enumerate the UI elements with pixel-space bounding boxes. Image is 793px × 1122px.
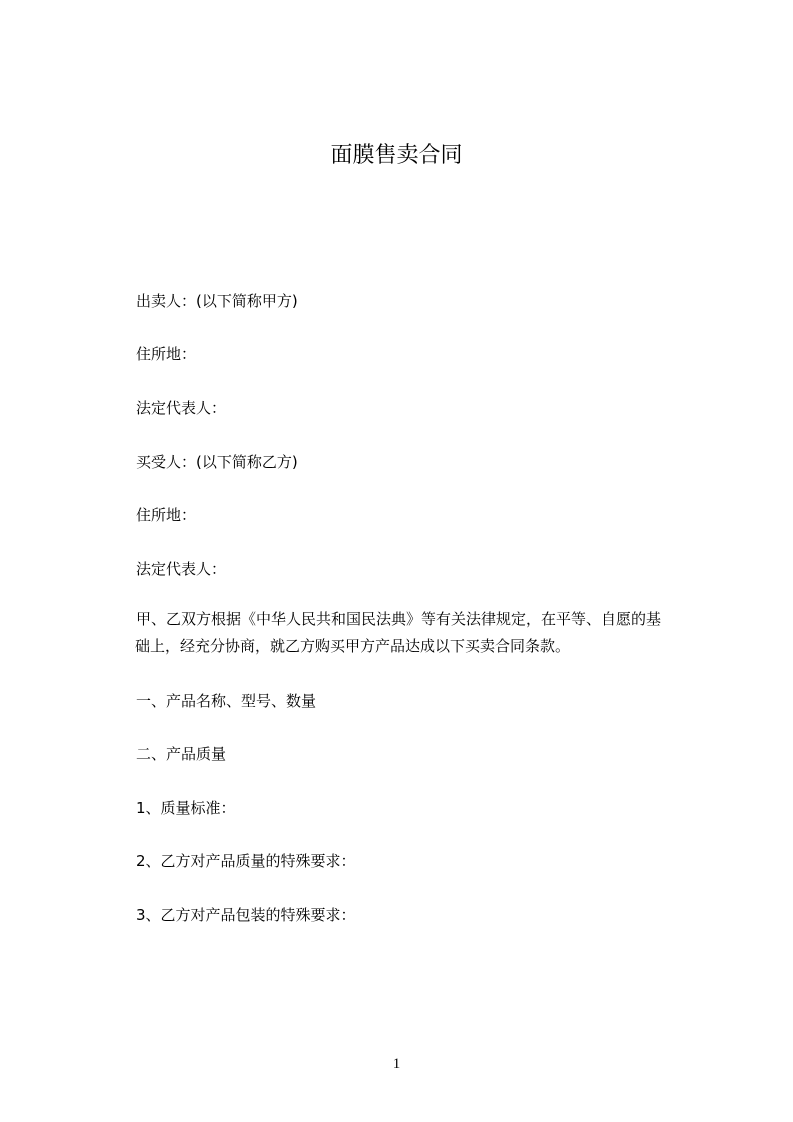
document-title: 面膜售卖合同 [330,143,463,168]
seller-representative-line: 法定代表人： [136,399,227,417]
clause-quality-requirements: 2、乙方对产品质量的特殊要求： [136,852,356,870]
page-number: 1 [392,1056,401,1072]
buyer-line: 买受人：(以下简称乙方) [136,453,298,471]
buyer-address-line: 住所地： [136,506,197,524]
intro-paragraph [136,606,706,660]
clause-quality-standard: 1、质量标准： [136,799,236,817]
clause-packaging-requirements: 3、乙方对产品包装的特殊要求： [136,906,356,924]
section-heading-product-info: 一、产品名称、型号、数量 [136,692,317,710]
seller-address-line: 住所地： [136,345,197,363]
intro-paragraph-line-2: 础上，经充分协商，就乙方购买甲方产品达成以下买卖合同条款。 [135,637,571,655]
buyer-representative-line: 法定代表人： [136,560,227,578]
section-heading-product-quality: 二、产品质量 [136,745,227,763]
seller-line: 出卖人：(以下简称甲方) [136,292,298,310]
intro-paragraph-line-1: 甲、乙双方根据《中华人民共和国民法典》等有关法律规定，在平等、自愿的基 [136,610,662,628]
